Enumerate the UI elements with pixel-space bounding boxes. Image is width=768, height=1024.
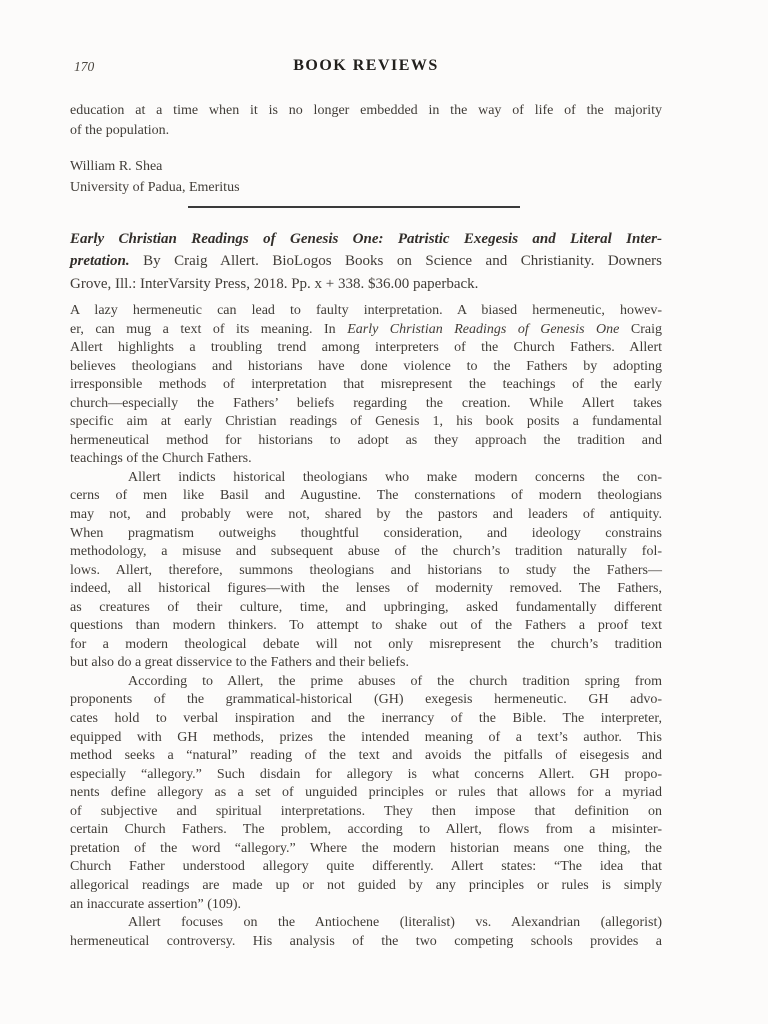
text-segment: pretation of the word “allegory.” Where the modern historian means one thing, the [70, 840, 662, 856]
text-line [70, 321, 662, 340]
text-line [70, 273, 662, 295]
text-segment: but also do a great disservice to the Fathers and their beliefs. [70, 655, 410, 671]
text-segment: questions than modern thinkers. To attempt to shake out of the Fathers a proof text [70, 618, 662, 634]
text-segment: as creatures of their culture, time, and upbringing, asked fundamentally different [70, 599, 662, 615]
text-segment: lows. Allert, therefore, summons theologians and historians to study the Fathers— [70, 562, 662, 578]
text-line [70, 654, 662, 673]
text-line [70, 896, 662, 915]
text-segment: Church Father understood allegory quite differently. Allert states: “The idea that [70, 859, 662, 875]
text-line [70, 525, 662, 544]
text-line [70, 617, 662, 636]
running-head [70, 57, 662, 77]
bold-italic-review-title-text: Early Christian Readings of Genesis One: Patristic Exegesis and Literal Inter- [70, 231, 662, 247]
text-line [70, 395, 662, 414]
review-paragraph [70, 302, 662, 469]
italic-book-title-text: Early Christian Readings of Genesis One [347, 321, 620, 337]
text-segment: cates hold to verbal inspiration and the inerrancy of the Bible. The interpreter, [70, 711, 662, 727]
reviewer-name: William R. Shea [70, 159, 163, 174]
text-segment: certain Church Fathers. The problem, according to Allert, flows from a misinter- [70, 822, 662, 838]
text-line [70, 121, 662, 141]
review-citation [70, 228, 662, 295]
text-segment: allegorical readings are made up or not guided by any principles or rules is simply [70, 877, 662, 893]
text-segment: indeed, all historical figures—with the lenses of modernity removed. The Fathers, [70, 581, 662, 597]
review-body [70, 302, 662, 951]
text-segment: methodology, a misuse and subsequent abuse of the church’s tradition naturally fol- [70, 544, 662, 560]
text-line [70, 469, 662, 488]
text-line [70, 562, 662, 581]
text-segment: Allert highlights a troubling trend among interpreters of the Church Fathers. Allert [70, 340, 662, 356]
text-segment: of the population. [70, 123, 170, 138]
text-line [70, 250, 662, 272]
text-segment: specific aim at early Christian readings of Genesis 1, his book posits a fundamental [70, 414, 662, 430]
text-line [70, 914, 662, 933]
text-segment: teachings of the Church Fathers. [70, 451, 252, 467]
text-segment: Craig [619, 321, 663, 337]
text-line [70, 450, 662, 469]
review-paragraph [70, 673, 662, 914]
text-line [70, 339, 662, 358]
reviewer-affiliation: University of Padua, Emeritus [70, 180, 240, 195]
text-segment: By Craig Allert. BioLogos Books on Science and Christianity. Downers [129, 253, 662, 270]
bold-italic-review-title-text: pretation. [70, 253, 130, 270]
text-line [70, 729, 662, 748]
text-segment: nents define allegory as a set of unguided principles or rules that allows for a myriad [70, 785, 662, 801]
text-line [70, 376, 662, 395]
text-segment: an inaccurate assertion” (109). [70, 896, 242, 912]
text-segment: cerns of men like Basil and Augustine. The consternations of modern theologians [70, 488, 662, 504]
review-paragraph [70, 469, 662, 673]
text-line [70, 358, 662, 377]
text-segment: hermeneutical controversy. His analysis of the two competing schools provides a [70, 933, 662, 949]
text-line [70, 673, 662, 692]
text-segment: equipped with GH methods, prizes the intended meaning of a text’s author. This [70, 729, 662, 745]
text-line [70, 877, 662, 896]
text-segment: church—especially the Fathers’ beliefs regarding the creation. While Allert takes [70, 395, 662, 411]
text-segment: of subjective and spiritual interpretations. They then impose that definition on [70, 803, 662, 819]
text-line [70, 580, 662, 599]
text-line [70, 821, 662, 840]
text-segment: When pragmatism outweighs thoughtful consideration, and ideology constrains [70, 525, 662, 541]
text-segment: irresponsible methods of interpretation that misrepresent the teachings of the early [70, 377, 662, 393]
text-line [70, 803, 662, 822]
text-line [70, 302, 662, 321]
text-segment: especially “allegory.” Such disdain for allegory is what concerns Allert. GH propo- [70, 766, 662, 782]
text-line [70, 710, 662, 729]
text-segment: hermeneutical method for historians to adopt as they approach the tradition and [70, 432, 662, 448]
previous-review-ending [70, 101, 662, 198]
text-segment: education at a time when it is no longer embedded in the way of life of the majority [70, 103, 662, 118]
text-segment: Allert focuses on the Antiochene (literalist) vs. Alexandrian (allegorist) [128, 915, 662, 931]
text-line [70, 858, 662, 877]
text-segment: for a modern theological debate will not only misrepresent the church’s tradition [70, 636, 662, 652]
section-divider-rule [188, 206, 520, 208]
text-segment: According to Allert, the prime abuses of the church tradition spring from [128, 673, 662, 689]
text-line [70, 228, 662, 250]
text-line [70, 784, 662, 803]
text-segment: method seeks a “natural” reading of the text and avoids the pitfalls of eisegesis and [70, 748, 662, 764]
text-line [70, 599, 662, 618]
text-segment: proponents of the grammatical-historical (GH) exegesis hermeneutic. GH advo- [70, 692, 662, 708]
text-segment: may not, and probably were not, shared by the pastors and leaders of antiquity. [70, 507, 662, 523]
text-line [70, 432, 662, 451]
text-segment: Allert indicts historical theologians who make modern concerns the con- [128, 469, 662, 485]
text-segment: A lazy hermeneutic can lead to faulty interpretation. A biased hermeneutic, howev- [70, 303, 662, 318]
running-head-title: BOOK REVIEWS [293, 57, 439, 74]
text-line [70, 766, 662, 785]
text-line [70, 691, 662, 710]
text-line [70, 413, 662, 432]
text-line [70, 747, 662, 766]
text-line [70, 487, 662, 506]
reviewer-signature [70, 156, 662, 198]
text-segment: er, can mug a text of its meaning. In [70, 321, 348, 337]
text-line [70, 543, 662, 562]
text-line [70, 933, 662, 952]
text-line [70, 101, 662, 121]
text-line [70, 840, 662, 859]
text-line [70, 506, 662, 525]
text-segment: believes theologians and historians have done violence to the Fathers by adopting [70, 358, 662, 374]
previous-review-text [70, 101, 662, 141]
page-number: 170 [74, 59, 95, 74]
text-segment: Grove, Ill.: InterVarsity Press, 2018. Pp. x + 338. $36.00 paperback. [70, 275, 479, 292]
review-paragraph [70, 914, 662, 951]
text-line [70, 636, 662, 655]
